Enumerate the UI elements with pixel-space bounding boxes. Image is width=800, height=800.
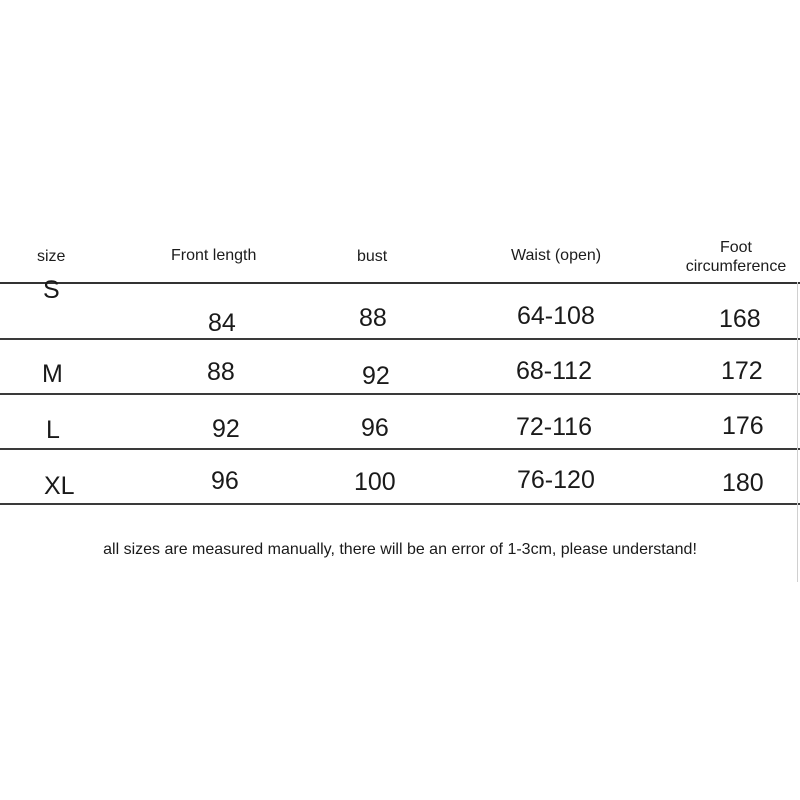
cell-size: M: [42, 360, 63, 388]
cell-foot: 176: [722, 412, 764, 440]
measurement-note: all sizes are measured manually, there will be an error of 1-3cm, please understand!: [103, 541, 697, 558]
header-waist: Waist (open): [511, 247, 602, 264]
table-bottom-border: [0, 503, 800, 505]
header-divider: [0, 282, 800, 284]
cell-bust: 100: [354, 468, 396, 496]
header-bust: bust: [357, 248, 388, 265]
cell-foot: 180: [722, 469, 764, 497]
cell-foot: 168: [719, 305, 761, 333]
cell-bust: 92: [362, 362, 390, 390]
header-front-length: Front length: [171, 247, 257, 264]
cell-bust: 96: [361, 414, 389, 442]
cell-waist: 68-112: [516, 357, 592, 385]
row-divider: [0, 393, 800, 395]
cell-front-length: 88: [207, 358, 235, 386]
cell-bust: 88: [359, 304, 387, 332]
cell-waist: 76-120: [517, 466, 595, 494]
cell-waist: 64-108: [517, 302, 595, 330]
right-edge-line: [797, 282, 798, 582]
header-foot-line1: Foot: [719, 239, 752, 256]
cell-waist: 72-116: [516, 413, 592, 441]
cell-foot: 172: [721, 357, 763, 385]
cell-size: XL: [44, 472, 75, 500]
header-foot-circumference: [676, 238, 796, 276]
header-foot-line2: circumference: [685, 258, 787, 275]
cell-front-length: 96: [211, 467, 239, 495]
cell-size: L: [46, 416, 60, 444]
header-size: size: [37, 248, 66, 265]
cell-front-length: 92: [212, 415, 240, 443]
cell-front-length: 84: [208, 309, 236, 337]
row-divider: [0, 338, 800, 340]
row-divider: [0, 448, 800, 450]
cell-size: S: [43, 276, 60, 304]
